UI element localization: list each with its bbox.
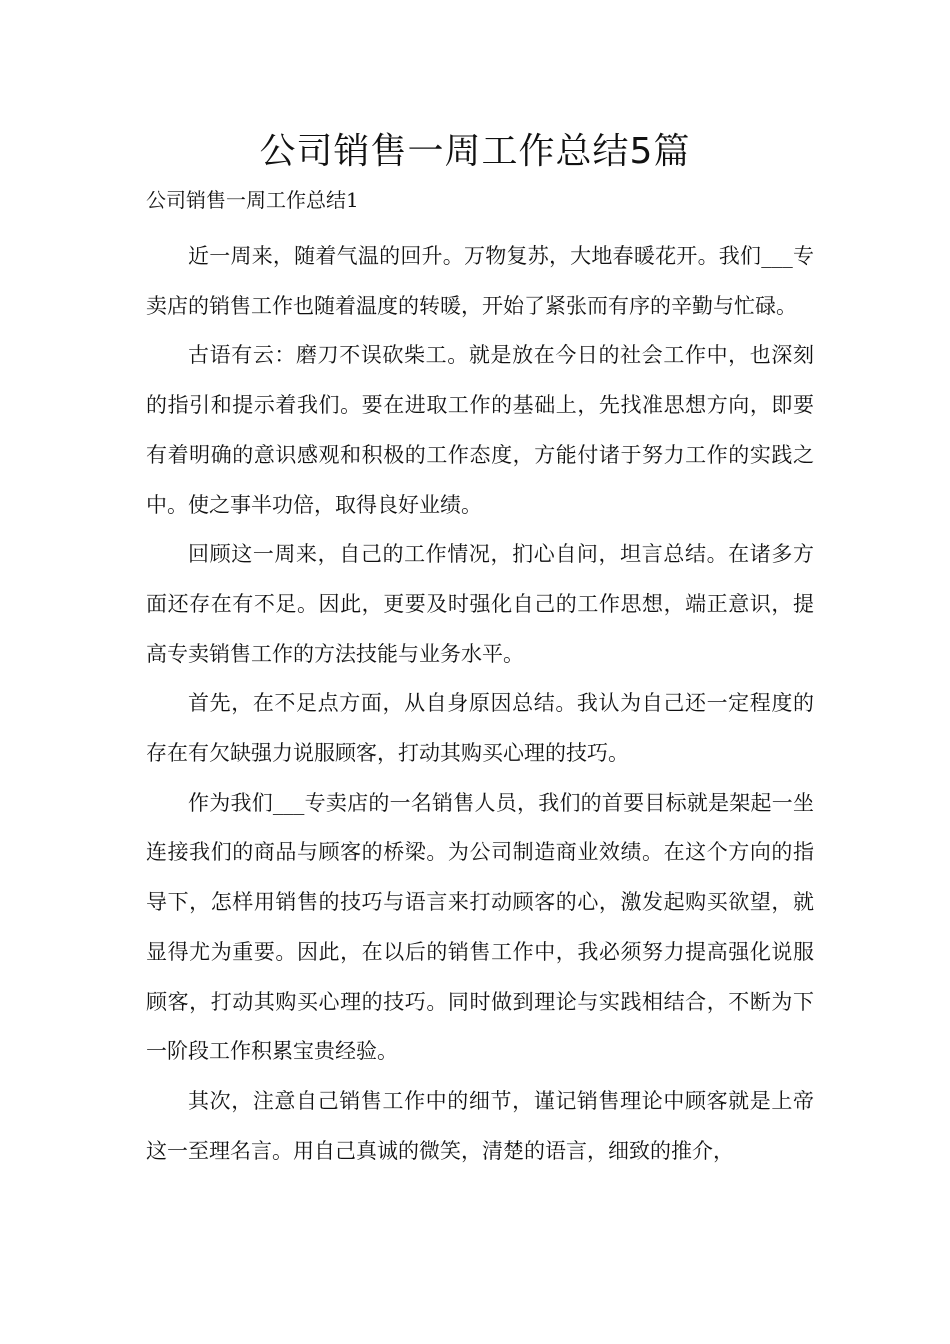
paragraph: 其次，注意自己销售工作中的细节，谨记销售理论中顾客就是上帝这一至理名言。用自己真诚的微笑，清楚的语言，细致的推介， [146, 1088, 814, 1163]
section-heading: 公司销售一周工作总结1 [146, 188, 359, 212]
paragraph: 首先，在不足点方面，从自身原因总结。我认为自己还一定程度的存在有欠缺强力说服顾客，打动其购买心理的技巧。 [146, 691, 814, 766]
paragraph: 回顾这一周来，自己的工作情况，扪心自问，坦言总结。在诸多方面还存在有不足。因此，更要及时强化自己的工作思想，端正意识，提高专卖销售工作的方法技能与业务水平。 [146, 542, 814, 666]
paragraph: 近一周来，随着气温的回升。万物复苏，大地春暖花开。我们___专卖店的销售工作也随着温度的转暖，开始了紧张而有序的辛勤与忙碌。 [146, 244, 814, 318]
paragraph: 古语有云：磨刀不误砍柴工。就是放在今日的社会工作中，也深刻的指引和提示着我们。要在进取工作的基础上，先找准思想方向，即要有着明确的意识感观和积极的工作态度，方能付诸于努力工作的实践之中。使之事半功倍，取得良好业绩。 [146, 343, 814, 517]
document-title: 公司销售一周工作总结5篇 [259, 131, 691, 172]
document-body [146, 232, 814, 1176]
paragraph: 作为我们___专卖店的一名销售人员，我们的首要目标就是架起一坐连接我们的商品与顾客的桥梁。为公司制造商业效绩。在这个方向的指导下，怎样用销售的技巧与语言来打动顾客的心，激发起购买欲望，就显得尤为重要。因此，在以后的销售工作中，我必须努力提高强化说服顾客，打动其购买心理的技巧。同时做到理论与实践相结合，不断为下一阶段工作积累宝贵经验。 [146, 790, 814, 1064]
